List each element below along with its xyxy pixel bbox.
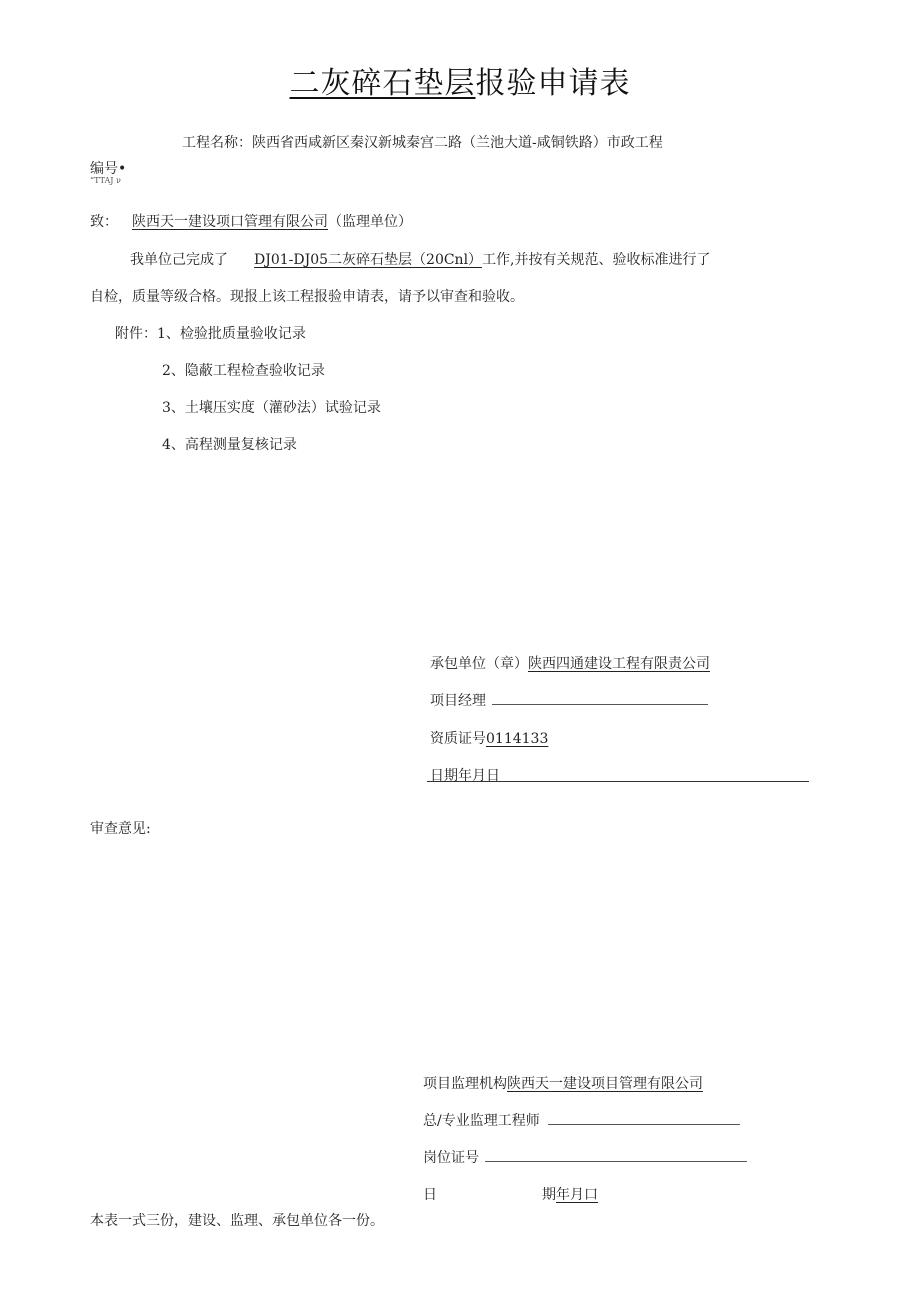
- attachment-item-2: 2、隐蔽工程检查验收记录: [162, 363, 325, 379]
- form-title-underlined: 二灰碎石垫层: [289, 66, 476, 101]
- contractor-unit-name: 陕西四通建设工程有限责公司: [528, 656, 710, 672]
- body-prefix: 我单位己完成了: [130, 252, 228, 268]
- supervisor-date: [542, 1184, 598, 1204]
- contractor-date-line: [427, 781, 809, 782]
- cert-number: 0114133: [486, 731, 549, 747]
- number-label: 编号•: [90, 161, 127, 177]
- attachment-item-1: 附件：1、检验批质量验收记录: [115, 326, 306, 342]
- supervisor-org: [423, 1073, 703, 1093]
- footer-note: 本表一式三份，建设、监理、承包单位各一份。: [90, 1213, 384, 1229]
- review-label: 审查意见:: [90, 821, 151, 837]
- engineer-row: [423, 1110, 740, 1130]
- attachment-item-3: 3、土壤压实度（灌砂法）试验记录: [162, 400, 381, 416]
- cert-label: 资质证号: [430, 731, 486, 747]
- project-name-line: [182, 132, 663, 152]
- contractor-date: 日期年月日: [430, 768, 500, 784]
- engineer-field[interactable]: [548, 1110, 740, 1125]
- post-cert-label: 岗位证号: [423, 1150, 479, 1166]
- body-line-1: [130, 249, 711, 269]
- cert-row: [430, 728, 548, 748]
- project-name: 陕西省西咸新区秦汉新城秦宫二路（兰池大道-咸铜铁路）市政工程: [252, 135, 663, 151]
- attachment-item-4: 4、高程测量复核记录: [162, 437, 297, 453]
- form-title: [0, 58, 920, 102]
- project-manager-row: [430, 690, 708, 710]
- number-subtext: “TTAJ ν: [90, 176, 121, 185]
- work-item: DJ01-DJ05二灰碎石垫层（20Cnl）: [254, 252, 483, 268]
- engineer-label: 总/专业监理工程师: [423, 1113, 540, 1129]
- body-line-2: 自检，质量等级合格。现报上该工程报验申请表，请予以审查和验收。: [90, 289, 524, 305]
- body-suffix: 工作,并按有关规范、验收标准进行了: [482, 252, 711, 268]
- form-title-rest: 报验申请表: [475, 66, 631, 101]
- supervisor-date-prefix: 期: [542, 1187, 556, 1203]
- project-manager-field[interactable]: [492, 690, 708, 705]
- supervisor-org-name: 陕西天一建设项目管理有限公司: [507, 1076, 703, 1092]
- post-cert-row: [423, 1147, 747, 1167]
- supervisor-date-day: 日: [423, 1187, 437, 1203]
- addressee-line: [90, 211, 412, 231]
- supervision-company: 陕西天一建设项口管理有限公司: [132, 214, 328, 230]
- supervisor-date-rest: 年月口: [556, 1187, 598, 1203]
- contractor-unit: [430, 653, 710, 673]
- project-label: 工程名称：: [182, 135, 252, 151]
- post-cert-field[interactable]: [485, 1147, 747, 1162]
- supervisor-org-label: 项目监理机构: [423, 1076, 507, 1092]
- contractor-unit-label: 承包单位（章）: [430, 656, 528, 672]
- supervision-role: （监理单位）: [328, 214, 412, 230]
- project-manager-label: 项目经理: [430, 693, 486, 709]
- to-label: 致：: [90, 214, 118, 230]
